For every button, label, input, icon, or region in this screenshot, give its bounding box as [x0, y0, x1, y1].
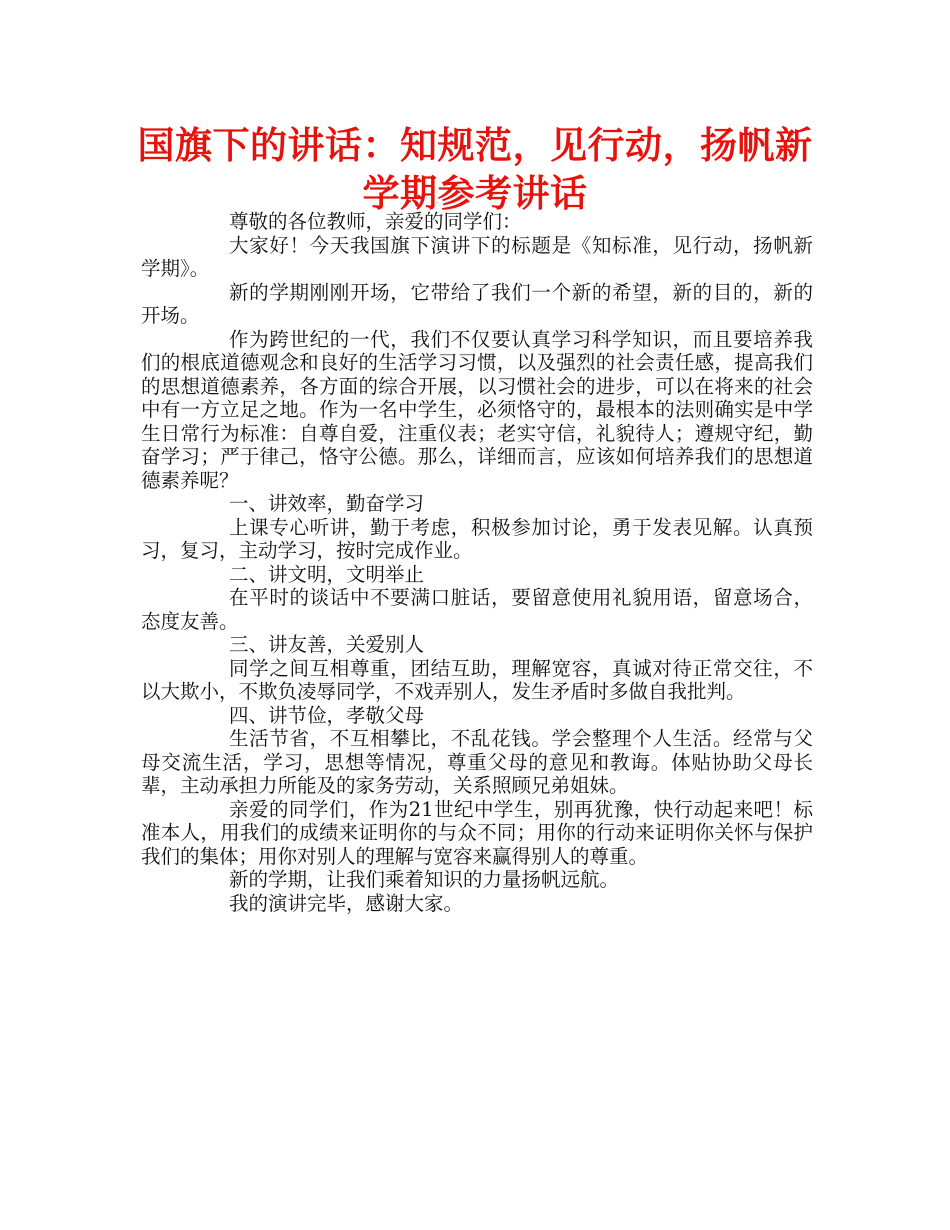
section-heading: 三、讲友善，关爱别人 [229, 633, 425, 656]
body-paragraph: 作为跨世纪的一代，我们不仅要认真学习科学知识，而且要培养我们的根底道德观念和良好的生活学习习惯，以及强烈的社会责任感，提高我们的思想道德素养，各方面的综合开展，以习惯社会的进步，可以在将来的社会中有一方立足之地。作为一名中学生，必须恪守的，最根本的法则确实是中学生日常行为标准：自尊自爱，注重仪表；老实守信，礼貌待人；遵规守纪，勤奋学习；严于律己，恪守公德。那么，详细而言，应该如何培养我们的思想道德素养呢？ [141, 327, 813, 492]
closing-paragraph: 我的演讲完毕，感谢大家。 [229, 891, 464, 915]
document-title: 国旗下的讲话：知规范，见行动，扬帆新学期参考讲话 [137, 124, 813, 215]
section-heading: 二、讲文明，文明举止 [229, 562, 425, 586]
greeting-paragraph: 大家好！今天我国旗下演讲下的标题是《知标准，见行动，扬帆新学期》。 [141, 233, 813, 280]
section-heading: 一、讲效率，勤奋学习 [229, 492, 425, 515]
body-paragraph: 在平时的谈话中不要满口脏话，要留意使用礼貌用语，留意场合，态度友善。 [141, 586, 813, 633]
section-heading: 四、讲节俭，孝敬父母 [229, 703, 425, 727]
body-paragraph: 新的学期刚刚开场，它带给了我们一个新的希望，新的目的，新的开场。 [141, 280, 813, 327]
body-paragraph: 上课专心听讲，勤于考虑，积极参加讨论，勇于发表见解。认真预习，复习，主动学习，按时完成作业。 [141, 515, 813, 562]
document-body [141, 210, 813, 915]
body-paragraph: 同学之间互相尊重，团结互助，理解宽容，真诚对待正常交往，不以大欺小，不欺负凌辱同学，不戏弄别人，发生矛盾时多做自我批判。 [141, 656, 813, 703]
salutation-paragraph: 尊敬的各位教师，亲爱的同学们： [229, 210, 522, 233]
body-paragraph: 生活节省，不互相攀比，不乱花钱。学会整理个人生活。经常与父母交流生活，学习，思想等情况，尊重父母的意见和教诲。体贴协助父母长辈，主动承担力所能及的家务劳动，关系照顾兄弟姐妹。 [141, 727, 813, 797]
body-paragraph: 亲爱的同学们，作为21世纪中学生，别再犹豫，快行动起来吧！标准本人，用我们的成绩来证明你的与众不同；用你的行动来证明你关怀与保护我们的集体；用你对别人的理解与宽容来赢得别人的尊重。 [141, 797, 813, 868]
body-paragraph: 新的学期，让我们乘着知识的力量扬帆远航。 [229, 868, 620, 891]
